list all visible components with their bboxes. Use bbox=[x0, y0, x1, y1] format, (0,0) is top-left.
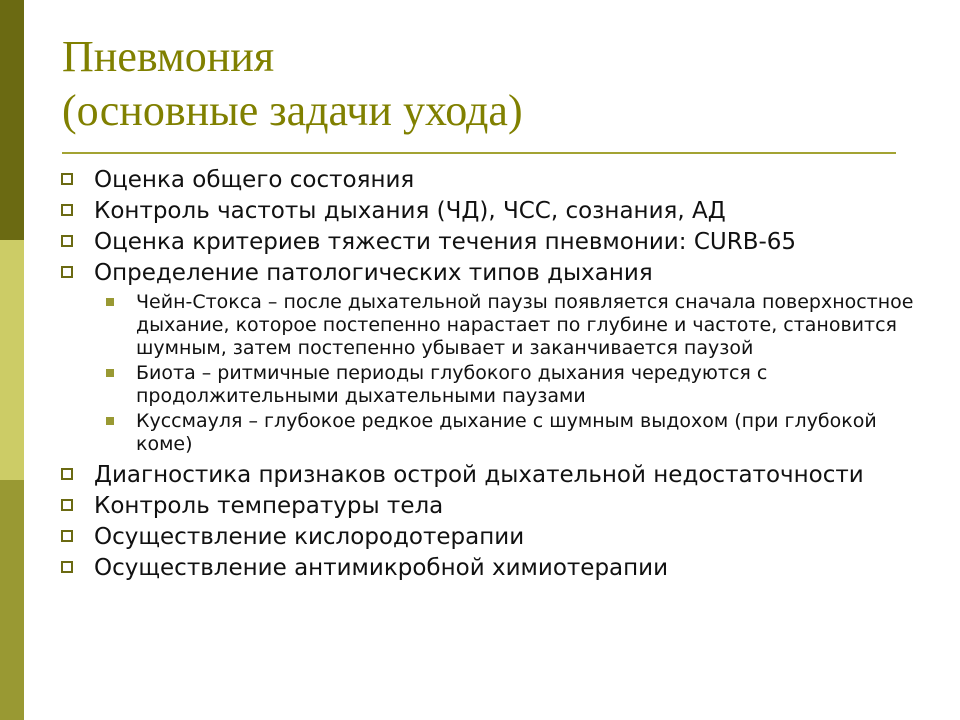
filled-square-bullet-icon bbox=[106, 417, 114, 425]
square-bullet-icon bbox=[61, 204, 73, 216]
list-item-text: Оценка критериев тяжести течения пневмонии: CURB-65 bbox=[94, 229, 797, 255]
square-bullet-icon bbox=[61, 235, 73, 247]
list-item bbox=[60, 168, 930, 192]
sidebar-segment-bottom bbox=[0, 480, 24, 720]
square-bullet-icon bbox=[61, 266, 73, 278]
title-divider bbox=[62, 152, 896, 154]
list-item bbox=[60, 494, 930, 518]
list-item bbox=[60, 261, 930, 456]
slide-title-line1: Пневмония bbox=[62, 32, 275, 81]
sidebar-decoration bbox=[0, 0, 24, 720]
list-item bbox=[60, 230, 930, 254]
list-item-text: Контроль частоты дыхания (ЧД), ЧСС, сознания, АД bbox=[94, 198, 726, 224]
slide-title-line2: (основные задачи ухода) bbox=[62, 86, 523, 135]
filled-square-bullet-icon bbox=[106, 369, 114, 377]
slide-content bbox=[60, 168, 930, 587]
bullet-list bbox=[60, 168, 930, 580]
slide-title bbox=[62, 30, 523, 138]
list-item-text: Определение патологических типов дыхания bbox=[94, 260, 653, 286]
square-bullet-icon bbox=[61, 499, 73, 511]
sub-list-item-text: Чейн-Стокса – после дыхательной паузы появляется сначала поверхностное дыхание, которое постепенно нарастает по глубине и частоте, становится шумным, затем постепенно убывает и заканчивается паузой bbox=[136, 291, 914, 359]
square-bullet-icon bbox=[61, 173, 73, 185]
sub-list-item-text: Биота – ритмичные периоды глубокого дыхания чередуются с продолжительными дыхательными паузами bbox=[136, 362, 768, 407]
list-item bbox=[60, 525, 930, 549]
sub-list-item bbox=[94, 410, 930, 456]
list-item-text: Осуществление антимикробной химиотерапии bbox=[94, 555, 669, 581]
square-bullet-icon bbox=[61, 530, 73, 542]
sidebar-segment-top bbox=[0, 0, 24, 240]
list-item-text: Контроль температуры тела bbox=[94, 493, 444, 519]
sub-bullet-list bbox=[94, 291, 930, 456]
sidebar-segment-middle bbox=[0, 240, 24, 480]
list-item bbox=[60, 199, 930, 223]
list-item bbox=[60, 556, 930, 580]
list-item bbox=[60, 463, 930, 487]
sub-list-item bbox=[94, 291, 930, 360]
sub-list-item-text: Куссмауля – глубокое редкое дыхание с шумным выдохом (при глубокой коме) bbox=[136, 410, 877, 455]
square-bullet-icon bbox=[61, 561, 73, 573]
sub-list-item bbox=[94, 362, 930, 408]
square-bullet-icon bbox=[61, 468, 73, 480]
list-item-text: Осуществление кислородотерапии bbox=[94, 524, 525, 550]
filled-square-bullet-icon bbox=[106, 298, 114, 306]
list-item-text: Оценка общего состояния bbox=[94, 167, 415, 193]
list-item-text: Диагностика признаков острой дыхательной недостаточности bbox=[94, 462, 864, 488]
